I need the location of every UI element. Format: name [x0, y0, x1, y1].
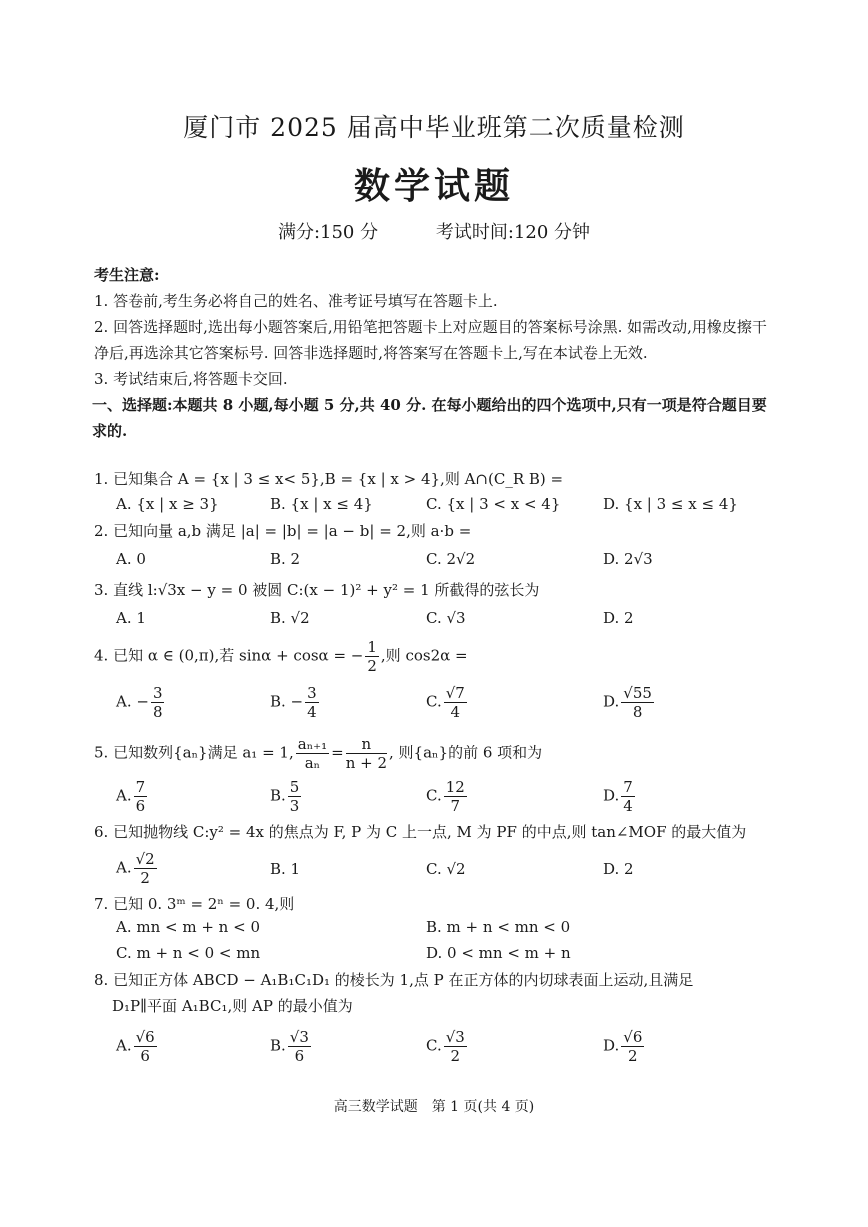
stem-text: ,则 cos2α =	[380, 646, 468, 665]
exam-time: 考试时间:120 分钟	[435, 222, 591, 243]
question-4-stem	[94, 638, 774, 674]
denominator: aₙ	[304, 754, 321, 772]
question-7-stem: 7. 已知 0. 3ᵐ = 2ⁿ = 0. 4,则	[94, 895, 295, 913]
option-c	[426, 1028, 469, 1065]
fraction	[134, 850, 157, 887]
option-c: C. 2√2	[426, 550, 476, 568]
denominator: 6	[135, 797, 146, 815]
numerator: aₙ₊₁	[297, 735, 328, 753]
fraction	[444, 778, 467, 815]
exam-title: 厦门市 2025 届高中毕业班第二次质量检测	[183, 113, 685, 142]
option-c: C. m + n < 0 < mn	[116, 944, 261, 962]
fraction	[288, 778, 302, 815]
denominator: 2	[140, 869, 150, 887]
option-b: B. √2	[270, 609, 310, 627]
numerator: 12	[445, 778, 465, 796]
option-d: D. {x | 3 ≤ x ≤ 4}	[603, 495, 738, 513]
option-b	[270, 778, 303, 815]
question-5-stem	[94, 735, 774, 771]
option-b: B. {x | x ≤ 4}	[270, 495, 373, 513]
fraction	[134, 778, 148, 815]
denominator: 3	[289, 797, 300, 815]
numerator: 3	[152, 684, 163, 702]
option-a: A. 1	[116, 609, 146, 627]
option-c: C. {x | 3 < x < 4}	[426, 495, 561, 513]
option-b: B. 2	[270, 550, 301, 568]
option-c: C. √3	[426, 609, 466, 627]
fraction	[621, 1028, 644, 1065]
option-a	[116, 778, 149, 815]
option-b: B. m + n < mn < 0	[426, 918, 571, 936]
numerator: 7	[135, 778, 146, 796]
question-5-options	[116, 778, 776, 818]
option-a: A. mn < m + n < 0	[116, 918, 260, 936]
option-label: B.	[270, 1036, 286, 1055]
stem-text: =	[331, 743, 344, 762]
fraction	[305, 684, 319, 721]
denominator: 2	[450, 1047, 461, 1065]
option-c	[426, 778, 469, 815]
fraction	[444, 1028, 467, 1065]
notice-item: 1. 答卷前,考生务必将自己的姓名、准考证号填写在答题卡上.	[94, 292, 498, 310]
question-1-stem: 1. 已知集合 A = {x | 3 ≤ x< 5},B = {x | x > 4},则 A∩(C_R B) =	[94, 470, 564, 488]
option-label: A. −	[116, 692, 149, 711]
denominator: n + 2	[345, 754, 388, 772]
numerator: 7	[623, 778, 633, 796]
denominator: 6	[140, 1047, 150, 1065]
option-label: A.	[116, 786, 132, 805]
denominator: 7	[450, 797, 461, 815]
option-c: C. √2	[426, 860, 466, 878]
stem-text: , 则{aₙ}的前 6 项和为	[389, 743, 543, 762]
question-8-options	[116, 1028, 776, 1068]
option-a: A. {x | x ≥ 3}	[116, 495, 219, 513]
option-b	[270, 684, 321, 721]
notice-item: 3. 考试结束后,将答题卡交回.	[94, 370, 288, 388]
option-b	[270, 1028, 313, 1065]
denominator: 4	[623, 797, 633, 815]
option-label: C.	[426, 692, 442, 711]
fraction	[444, 684, 467, 721]
denominator: 2	[628, 1047, 638, 1065]
numerator: √2	[135, 850, 155, 868]
notice-block	[94, 262, 774, 444]
option-label: D.	[603, 692, 620, 711]
numerator: 1	[367, 638, 377, 656]
page-footer: 高三数学试题 第 1 页(共 4 页)	[333, 1099, 535, 1115]
question-7-options-row2	[116, 944, 776, 968]
question-2-stem: 2. 已知向量 a,b 满足 |a| = |b| = |a − b| = 2,则 a·b =	[94, 522, 472, 540]
fraction	[288, 1028, 311, 1065]
fraction	[365, 638, 379, 675]
option-label: D.	[603, 786, 620, 805]
option-a	[116, 850, 159, 887]
fraction	[296, 735, 329, 772]
question-7-options-row1	[116, 918, 776, 942]
option-d: D. 2	[603, 609, 634, 627]
denominator: 8	[632, 703, 643, 721]
denominator: 8	[152, 703, 163, 721]
denominator: 6	[294, 1047, 305, 1065]
option-d	[603, 1028, 646, 1065]
question-8-stem-cont: D₁P∥平面 A₁BC₁,则 AP 的最小值为	[112, 997, 353, 1015]
fraction	[134, 1028, 157, 1065]
fraction	[151, 684, 165, 721]
option-label: A.	[116, 858, 132, 877]
full-score: 满分:150 分	[277, 222, 379, 243]
subject-title: 数学试题	[353, 165, 514, 207]
stem-text: 4. 已知 α ∈ (0,π),若 sinα + cosα = −	[94, 646, 364, 665]
question-8-stem: 8. 已知正方体 ABCD − A₁B₁C₁D₁ 的棱长为 1,点 P 在正方体的内切球表面上运动,且满足	[94, 971, 694, 989]
question-4-options	[116, 684, 776, 724]
fraction	[346, 735, 387, 772]
notice-item: 2. 回答选择题时,选出每小题答案后,用铅笔把答题卡上对应题目的答案标号涂黑. 如需改动,用橡皮擦干净后,再选涂其它答案标号. 回答非选择题时,将答案写在答题卡上,写在本试卷上无效.	[94, 318, 767, 362]
numerator: √7	[445, 684, 465, 702]
stem-text: 5. 已知数列{aₙ}满足 a₁ = 1,	[94, 743, 294, 762]
option-c	[426, 684, 469, 721]
option-b: B. 1	[270, 860, 301, 878]
option-a: A. 0	[116, 550, 146, 568]
option-d: D. 2√3	[603, 550, 653, 568]
denominator: 4	[307, 703, 317, 721]
question-6-stem: 6. 已知抛物线 C:y² = 4x 的焦点为 F, P 为 C 上一点, M 为 PF 的中点,则 tan∠MOF 的最大值为	[94, 823, 747, 841]
option-label: D.	[603, 1036, 620, 1055]
numerator: √55	[623, 684, 652, 702]
numerator: 3	[307, 684, 317, 702]
option-d: D. 2	[603, 860, 634, 878]
option-label: B.	[270, 786, 286, 805]
numerator: √3	[289, 1028, 309, 1046]
option-a	[116, 1028, 159, 1065]
denominator: 2	[367, 657, 377, 675]
option-label: C.	[426, 786, 442, 805]
exam-meta	[0, 218, 868, 244]
option-a	[116, 684, 166, 721]
numerator: n	[346, 735, 387, 754]
fraction	[621, 684, 654, 721]
option-d: D. 0 < mn < m + n	[426, 944, 571, 962]
option-label: A.	[116, 1036, 132, 1055]
notice-heading: 考生注意:	[94, 266, 160, 284]
option-label: C.	[426, 1036, 442, 1055]
numerator: √6	[623, 1028, 643, 1046]
option-d	[603, 684, 656, 721]
section-heading: 一、选择题:本题共 8 小题,每小题 5 分,共 40 分. 在每小题给出的四个选项中,只有一项是符合题目要求的.	[92, 396, 767, 440]
option-label: B. −	[270, 692, 304, 711]
option-d	[603, 778, 637, 815]
numerator: √3	[445, 1028, 465, 1046]
question-3-stem: 3. 直线 l:√3x − y = 0 被圆 C:(x − 1)² + y² = 1 所截得的弦长为	[94, 581, 540, 599]
fraction	[621, 778, 635, 815]
denominator: 4	[450, 703, 461, 721]
numerator: 5	[289, 778, 300, 796]
question-6-options	[116, 850, 776, 890]
numerator: √6	[135, 1028, 155, 1046]
